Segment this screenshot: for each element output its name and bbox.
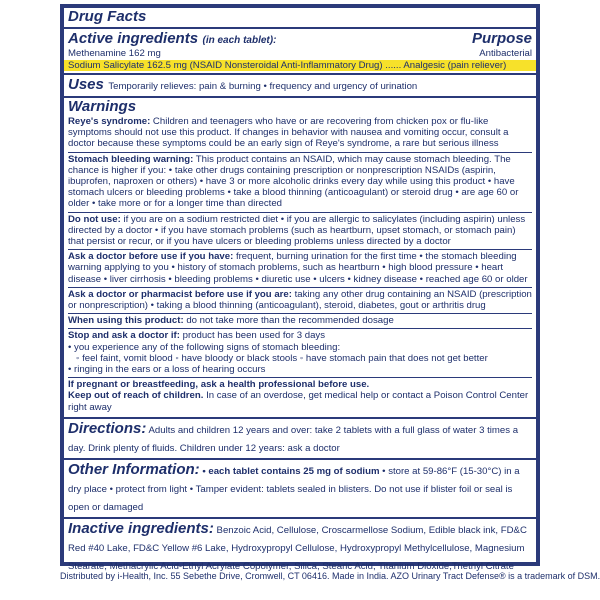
other-information-section xyxy=(64,460,536,519)
pregnancy-warning: If pregnant or breastfeeding, ask a health professional before use. Keep out of reach of children. In case of an overdose, get medical help or contact a Poison Control Center right away xyxy=(68,379,529,413)
warnings-section xyxy=(64,98,536,419)
do-not-use-warning: Do not use: if you are on a sodium restricted diet • if you are allergic to salicylates (including aspirin) unless directed by a doctor • if you have stomach problems (such as heartburn, upset stomach, or stomach pain) that persist or recur, or if you have ulcers or bleeding problems unless directed by a doctor xyxy=(68,213,532,251)
warnings-heading: Warnings xyxy=(68,98,137,115)
directions-heading: Directions: xyxy=(68,419,147,437)
inactive-ingredients-text: Benzoic Acid, Cellulose, Croscarmellose Sodium, Edible black ink, FD&C Red #40 Lake, FD&C Yellow #6 Lake, Hydroxypropyl Cellulose, Hydroxypropyl Methylcellulose, Magnesium Stearate, Methacrylic Acid-Ethyl Acrylate Copolymer, Silica, Stearic Acid, Titanium Dioxide,Triethyl Citrate xyxy=(68,524,527,572)
active-ingredients-per: (in each tablet): xyxy=(202,35,277,46)
sodium-content: • each tablet contains 25 mg of sodium xyxy=(199,465,380,477)
stop-use-warning: Stop and ask a doctor if: product has been used for 3 days • you experience any of the following signs of stomach bleeding: ◦ feel faint, vomit blood ◦ have bloody or black stools ◦ have stomach pain that does not get better • ringing in the ears or a loss of hearing occurs xyxy=(68,329,532,378)
ask-doctor-warning: Ask a doctor before use if you have: frequent, burning urination for the first time • the stomach bleeding warning applying to you • history of stomach problems, such as heartburn • high blood pressure • heart disease • liver cirrhosis • bleeding problems • diuretic use • ulcers • kidney disease • reached age 60 or older xyxy=(68,250,532,288)
ingredient-line: Sodium Salicylate 162.5 mg (NSAID Nonsteroidal Anti-Inflammatory Drug) ...... Analgesic (pain reliever) xyxy=(68,59,507,71)
drug-facts-header xyxy=(64,8,536,29)
reyes-warning: Reye's syndrome: Children and teenagers who have or are recovering from chicken pox or flu-like symptoms should not use this product. If changes in behavior with nausea and vomiting occur, consult a doctor because these symptoms could be an early sign of Reye's syndrome, a rare but serious illness xyxy=(68,115,532,153)
other-information-heading: Other Information: xyxy=(68,460,200,478)
stomach-bleeding-warning: Stomach bleeding warning: This product contains an NSAID, which may cause stomach bleeding. The chance is higher if you: • take other drugs containing prescription or nonprescription NSAIDs (aspirin, ibuprofen, naproxen or others) • have 3 or more alcoholic drinks every day while using this product • have stomach ulcers or bleeding problems • take a blood thinning (anticoagulant) or steroid drug • are age 60 or older • take more or for a longer time than directed xyxy=(68,153,532,213)
other-information-text: • store at 59-86°F (15-30°C) in a dry place • protect from light • Tamper evident: tablets sealed in blisters. Do not use if blister foil or seal is open or damaged xyxy=(68,465,520,513)
drug-facts-title: Drug Facts xyxy=(68,8,147,25)
active-ingredients-section xyxy=(64,29,536,75)
purpose-heading: Purpose xyxy=(471,30,532,47)
uses-text: Temporarily relieves: pain & burning • frequency and urgency of urination xyxy=(108,81,418,92)
directions-section xyxy=(64,419,536,460)
when-using-warning: When using this product: do not take more than the recommended dosage xyxy=(68,314,532,329)
ingredient-purpose: Antibacterial xyxy=(479,48,532,59)
drug-facts-panel xyxy=(60,4,540,572)
directions-text: Adults and children 12 years and over: take 2 tablets with a full glass of water 3 times a day. Drink plenty of fluids. Children under 12 years: ask a doctor xyxy=(68,424,519,454)
active-ingredients-heading: Active ingredients xyxy=(68,30,199,47)
inactive-ingredients-heading: Inactive ingredients: xyxy=(68,519,214,537)
inactive-ingredients-section xyxy=(64,519,536,576)
ingredient-row-highlighted xyxy=(64,60,536,72)
ask-pharmacist-warning: Ask a doctor or pharmacist before use if you are: taking any other drug containing an NSAID (prescription or nonprescription) • taking a blood thinning (anticoagulant), steroid, diabetes, gout or arthritis drug xyxy=(68,288,532,314)
ingredient-row xyxy=(68,48,532,60)
uses-heading: Uses xyxy=(68,76,104,93)
distributor-footer: Distributed by i-Health, Inc. 55 Sebethe Drive, Cromwell, CT 06416. Made in India. AZO Urinary Tract Defense® is a trademark of DSM. xyxy=(60,571,600,581)
ingredient-name: Methenamine 162 mg xyxy=(68,48,161,59)
uses-section xyxy=(64,75,536,98)
